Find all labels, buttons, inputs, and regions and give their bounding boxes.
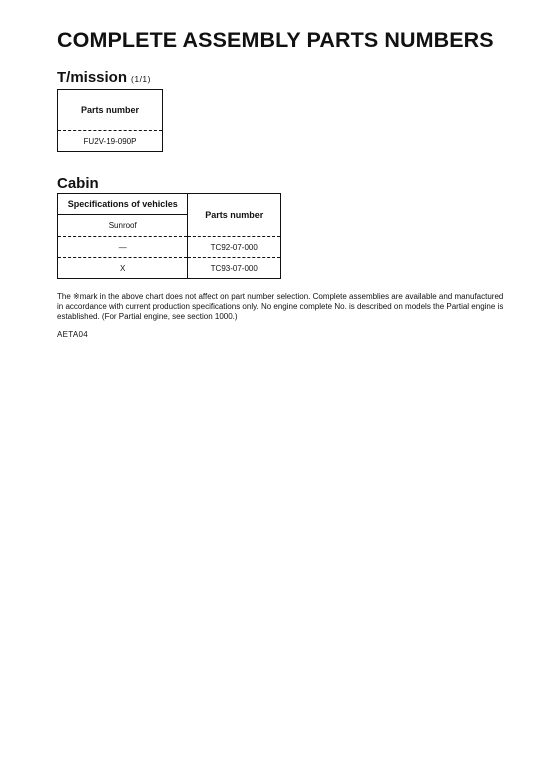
document-code: AETA04: [57, 330, 88, 339]
cabin-spec-header: Specifications of vehicles: [58, 194, 188, 215]
tmission-page-indicator: (1/1): [131, 74, 151, 84]
tmission-parts-number-header: Parts number: [80, 105, 140, 115]
tmission-heading-text: T/mission: [57, 69, 128, 86]
footnote-text: The ※mark in the above chart does not affect on part number selection. Complete assemblies are available and manufactured in accordance with current production specifications only. No engine complete No. is described on models the Partial engine is established. (For Partial engine, see section 1000.): [57, 292, 504, 321]
cabin-heading-text: Cabin: [57, 175, 99, 192]
page-title: COMPLETE ASSEMBLY PARTS NUMBERS: [57, 28, 494, 52]
tmission-section-heading: [57, 69, 151, 86]
cabin-sunroof-cell: X: [58, 258, 188, 279]
cabin-section-heading: [57, 175, 99, 192]
cabin-parts-number-header: Parts number: [188, 194, 281, 237]
table-row: [58, 258, 281, 279]
tmission-parts-table: [57, 89, 163, 152]
tmission-parts-number-cell: FU2V-19-090P: [58, 131, 163, 152]
cabin-sunroof-subheader: Sunroof: [58, 215, 188, 237]
table-row: [58, 237, 281, 258]
cabin-parts-table: [57, 193, 281, 279]
cabin-parts-number-cell: TC93-07-000: [188, 258, 281, 279]
cabin-parts-number-cell: TC92-07-000: [188, 237, 281, 258]
cabin-sunroof-cell: —: [58, 237, 188, 258]
